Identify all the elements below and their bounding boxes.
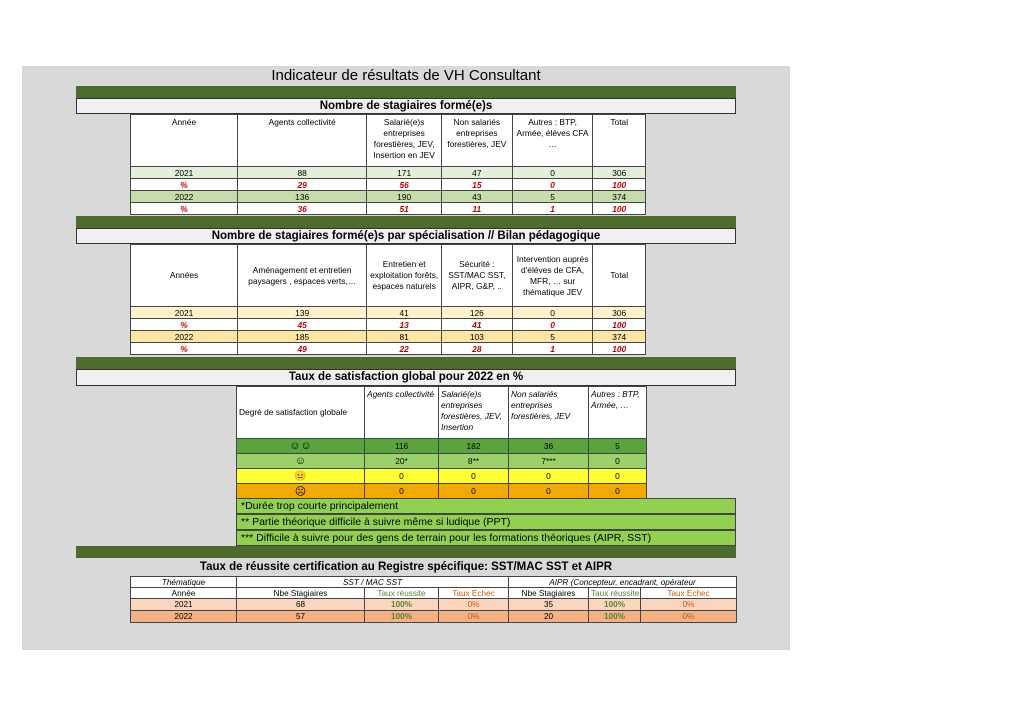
t4-col-header: Nbe Stagiaires <box>237 588 365 599</box>
table-cell: 49 <box>238 343 367 355</box>
satisfied-icon: ☺ <box>237 454 365 469</box>
satisfaction-note: ** Partie théorique difficile à suivre même si ludique (PPT) <box>236 514 736 530</box>
t2-table <box>130 244 646 355</box>
table-cell: 2021 <box>131 599 237 611</box>
t4-col-header: Nbe Stagiaires <box>509 588 589 599</box>
table-cell: 0 <box>509 469 589 484</box>
table-cell: 136 <box>238 191 367 203</box>
table-cell: 81 <box>367 331 442 343</box>
table-cell: 20 <box>509 611 589 623</box>
table-cell: 35 <box>509 599 589 611</box>
table-cell: 29 <box>238 179 367 191</box>
table-cell: 1 <box>512 203 593 215</box>
table-cell: 36 <box>238 203 367 215</box>
table-cell: 171 <box>367 167 442 179</box>
t4-header: Taux de réussite certification au Registre spécifique: SST/MAC SST et AIPR <box>199 561 613 573</box>
table-cell: 374 <box>593 331 646 343</box>
t1-col-header: Salarié(e)s entreprises forestières, JEV, Insertion en JEV <box>367 115 442 167</box>
table-cell: 190 <box>367 191 442 203</box>
table-row <box>131 179 646 191</box>
table-row <box>237 484 647 499</box>
t4-col-header: Taux Echec <box>439 588 509 599</box>
table-cell: 88 <box>238 167 367 179</box>
table-cell: 100 <box>593 343 646 355</box>
t1-header: Nombre de stagiaires formé(e)s <box>76 98 736 114</box>
t2-header: Nombre de stagiaires formé(e)s par spécialisation // Bilan pédagogique <box>76 228 736 244</box>
table-cell: 0% <box>641 599 737 611</box>
t3-col-header: Agents collectivité <box>365 387 439 439</box>
table-cell: % <box>131 179 238 191</box>
table-cell: 43 <box>442 191 513 203</box>
t3-header: Taux de satisfaction global pour 2022 en % <box>76 369 736 386</box>
table-cell: 126 <box>442 307 513 319</box>
t2-col-header: Entretien et exploitation forêts, espaces naturels <box>367 245 442 307</box>
section-band <box>76 216 736 228</box>
page-title: Indicateur de résultats de VH Consultant <box>271 67 541 84</box>
table-cell: 2022 <box>131 611 237 623</box>
table-cell: 0 <box>512 167 593 179</box>
table-cell: 0% <box>439 599 509 611</box>
t3-col-header: Non salariés entreprises forestières, JEV <box>509 387 589 439</box>
very-satisfied-icon: ☺☺ <box>237 439 365 454</box>
table-cell: 41 <box>442 319 513 331</box>
table-row <box>131 307 646 319</box>
table-cell: 100% <box>589 611 641 623</box>
sst-label: SST / MAC SST <box>237 577 509 588</box>
table-cell: 100 <box>593 203 646 215</box>
table-cell: 0 <box>512 307 593 319</box>
table-row <box>237 469 647 484</box>
table-cell: 15 <box>442 179 513 191</box>
table-cell: 100 <box>593 179 646 191</box>
t1-col-header: Non salariés entreprises forestières, JEV <box>442 115 513 167</box>
table-cell: 28 <box>442 343 513 355</box>
table-cell: % <box>131 343 238 355</box>
table-row <box>131 167 646 179</box>
table-cell: 0 <box>589 454 647 469</box>
table-cell: 51 <box>367 203 442 215</box>
table-cell: 0 <box>509 484 589 499</box>
table-cell: 0% <box>439 611 509 623</box>
table-cell: 45 <box>238 319 367 331</box>
t3-label: Degré de satisfaction globale <box>237 387 365 439</box>
table-row <box>131 599 737 611</box>
t3-col-header: Salarié(e)s entreprises forestières, JEV, Insertion <box>439 387 509 439</box>
neutral-icon: 😐 <box>237 469 365 484</box>
thematique-label: Thématique <box>131 577 237 588</box>
t3-col-header: Autres : BTP, Armée, … <box>589 387 647 439</box>
table-row <box>131 203 646 215</box>
t2-col-header: Aménagement et entretien paysagers , espaces verts,… <box>238 245 367 307</box>
table-cell: 0 <box>512 319 593 331</box>
table-cell: 306 <box>593 307 646 319</box>
t4-col-header: Taux réussite <box>589 588 641 599</box>
table-cell: 374 <box>593 191 646 203</box>
table-row <box>237 439 647 454</box>
t1-col-header: Autres : BTP, Armée, éléves CFA … <box>512 115 593 167</box>
aipr-label: AIPR (Concepteur, encadrant, opérateur <box>509 577 737 588</box>
section-band <box>76 357 736 369</box>
table-cell: 116 <box>365 439 439 454</box>
table-cell: 2021 <box>131 167 238 179</box>
table-cell: 13 <box>367 319 442 331</box>
table-cell: 47 <box>442 167 513 179</box>
table-cell: 103 <box>442 331 513 343</box>
t1-col-header: Année <box>131 115 238 167</box>
table-cell: 7*** <box>509 454 589 469</box>
table-cell: 0 <box>439 469 509 484</box>
table-cell: 57 <box>237 611 365 623</box>
t3-table <box>236 386 647 499</box>
table-cell: 0 <box>589 469 647 484</box>
table-cell: 11 <box>442 203 513 215</box>
table-cell: 68 <box>237 599 365 611</box>
t2-col-header: Total <box>593 245 646 307</box>
table-cell: 2021 <box>131 307 238 319</box>
table-cell: 5 <box>589 439 647 454</box>
table-cell: 2022 <box>131 331 238 343</box>
table-cell: 0 <box>365 484 439 499</box>
table-row <box>131 343 646 355</box>
spreadsheet-page <box>22 66 790 650</box>
t2-col-header: Années <box>131 245 238 307</box>
table-cell: % <box>131 319 238 331</box>
table-cell: 182 <box>439 439 509 454</box>
t4-col-header: Taux Echec <box>641 588 737 599</box>
table-cell: 100% <box>589 599 641 611</box>
table-cell: 22 <box>367 343 442 355</box>
table-cell: 0 <box>512 179 593 191</box>
table-cell: 139 <box>238 307 367 319</box>
t1-col-header: Total <box>593 115 646 167</box>
satisfaction-note: *Durée trop courte principalement <box>236 498 736 514</box>
table-cell: 100% <box>365 599 439 611</box>
table-row <box>131 611 737 623</box>
section-band <box>76 86 736 98</box>
table-row <box>237 454 647 469</box>
t1-col-header: Agents collectivité <box>238 115 367 167</box>
table-row <box>131 191 646 203</box>
unsatisfied-icon: ☹ <box>237 484 365 499</box>
annee-label: Année <box>131 588 237 599</box>
table-cell: 36 <box>509 439 589 454</box>
table-cell: 1 <box>512 343 593 355</box>
table-row <box>131 331 646 343</box>
table-cell: % <box>131 203 238 215</box>
table-cell: 100 <box>593 319 646 331</box>
table-cell: 5 <box>512 191 593 203</box>
table-cell: 41 <box>367 307 442 319</box>
section-band <box>76 546 736 558</box>
table-row <box>131 319 646 331</box>
table-cell: 8** <box>439 454 509 469</box>
table-cell: 2022 <box>131 191 238 203</box>
table-cell: 0 <box>365 469 439 484</box>
t2-col-header: Intervention auprés d'éléves de CFA, MFR, … sur thématique JEV <box>512 245 593 307</box>
table-cell: 0% <box>641 611 737 623</box>
table-cell: 306 <box>593 167 646 179</box>
t4-table <box>130 576 737 623</box>
table-cell: 56 <box>367 179 442 191</box>
table-cell: 20* <box>365 454 439 469</box>
table-cell: 185 <box>238 331 367 343</box>
table-cell: 100% <box>365 611 439 623</box>
satisfaction-note: *** Difficile à suivre pour des gens de terrain pour les formations théoriques (AIPR, SST) <box>236 530 736 546</box>
t2-col-header: Sécurité : SST/MAC SST, AIPR, G&P, .. <box>442 245 513 307</box>
t1-table <box>130 114 646 215</box>
table-cell: 5 <box>512 331 593 343</box>
t4-col-header: Taux réussite <box>365 588 439 599</box>
table-cell: 0 <box>439 484 509 499</box>
table-cell: 0 <box>589 484 647 499</box>
